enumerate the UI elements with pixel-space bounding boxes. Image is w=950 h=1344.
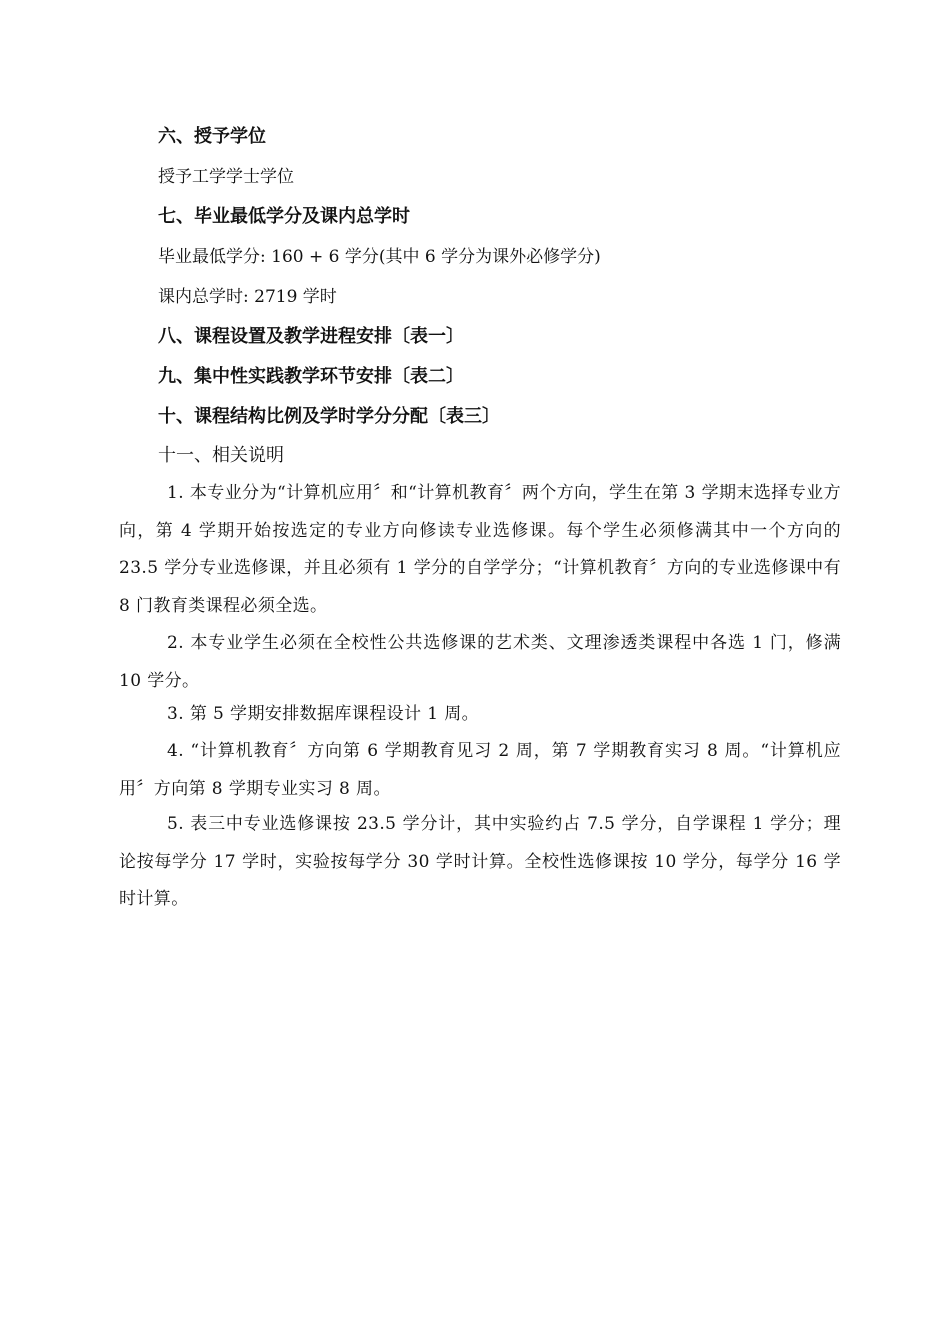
section-7-title: 七、毕业最低学分及课内总学时 bbox=[158, 206, 410, 227]
note-paragraph-1: 1. 本专业分为“计算机应用〞和“计算机教育〞两个方向，学生在第 3 学期末选择专业方向，第 4 学期开始按选定的专业方向修读专业选修课。每个学生必须修满其中一个方向的 23.5 学分专业选修课，并且必须有 1 学分的自学学分；“计算机教育〞方向的专业选修课中有 8 门教育类课程必须全选。 bbox=[119, 483, 841, 616]
section-8-title: 八、课程设置及教学进程安排〔表一〕 bbox=[158, 326, 464, 347]
section-10-title: 十、课程结构比例及学时学分分配〔表三〕 bbox=[158, 406, 500, 427]
min-credits-line: 毕业最低学分: 160 + 6 学分(其中 6 学分为课外必修学分) bbox=[158, 247, 601, 267]
section-6-title: 六、授予学位 bbox=[158, 126, 266, 147]
section-9-title: 九、集中性实践教学环节安排〔表二〕 bbox=[158, 366, 464, 387]
note-paragraph-4: 4. “计算机教育〞方向第 6 学期教育见习 2 周，第 7 学期教育实习 8 周。“计算机应用〞方向第 8 学期专业实习 8 周。 bbox=[119, 741, 841, 799]
section-11-title: 十一、相关说明 bbox=[158, 445, 284, 466]
total-hours-line: 课内总学时: 2719 学时 bbox=[158, 287, 337, 307]
section-6-body: 授予工学学士学位 bbox=[158, 167, 294, 187]
note-paragraph-5: 5. 表三中专业选修课按 23.5 学分计，其中实验约占 7.5 学分，自学课程 1 学分；理论按每学分 17 学时，实验按每学分 30 学时计算。全校性选修课按 10 学分，每学分 16 学时计算。 bbox=[119, 814, 841, 909]
note-paragraph-3: 3. 第 5 学期安排数据库课程设计 1 周。 bbox=[167, 704, 480, 724]
note-paragraph-2: 2. 本专业学生必须在全校性公共选修课的艺术类、文理渗透类课程中各选 1 门，修满 10 学分。 bbox=[119, 633, 841, 691]
